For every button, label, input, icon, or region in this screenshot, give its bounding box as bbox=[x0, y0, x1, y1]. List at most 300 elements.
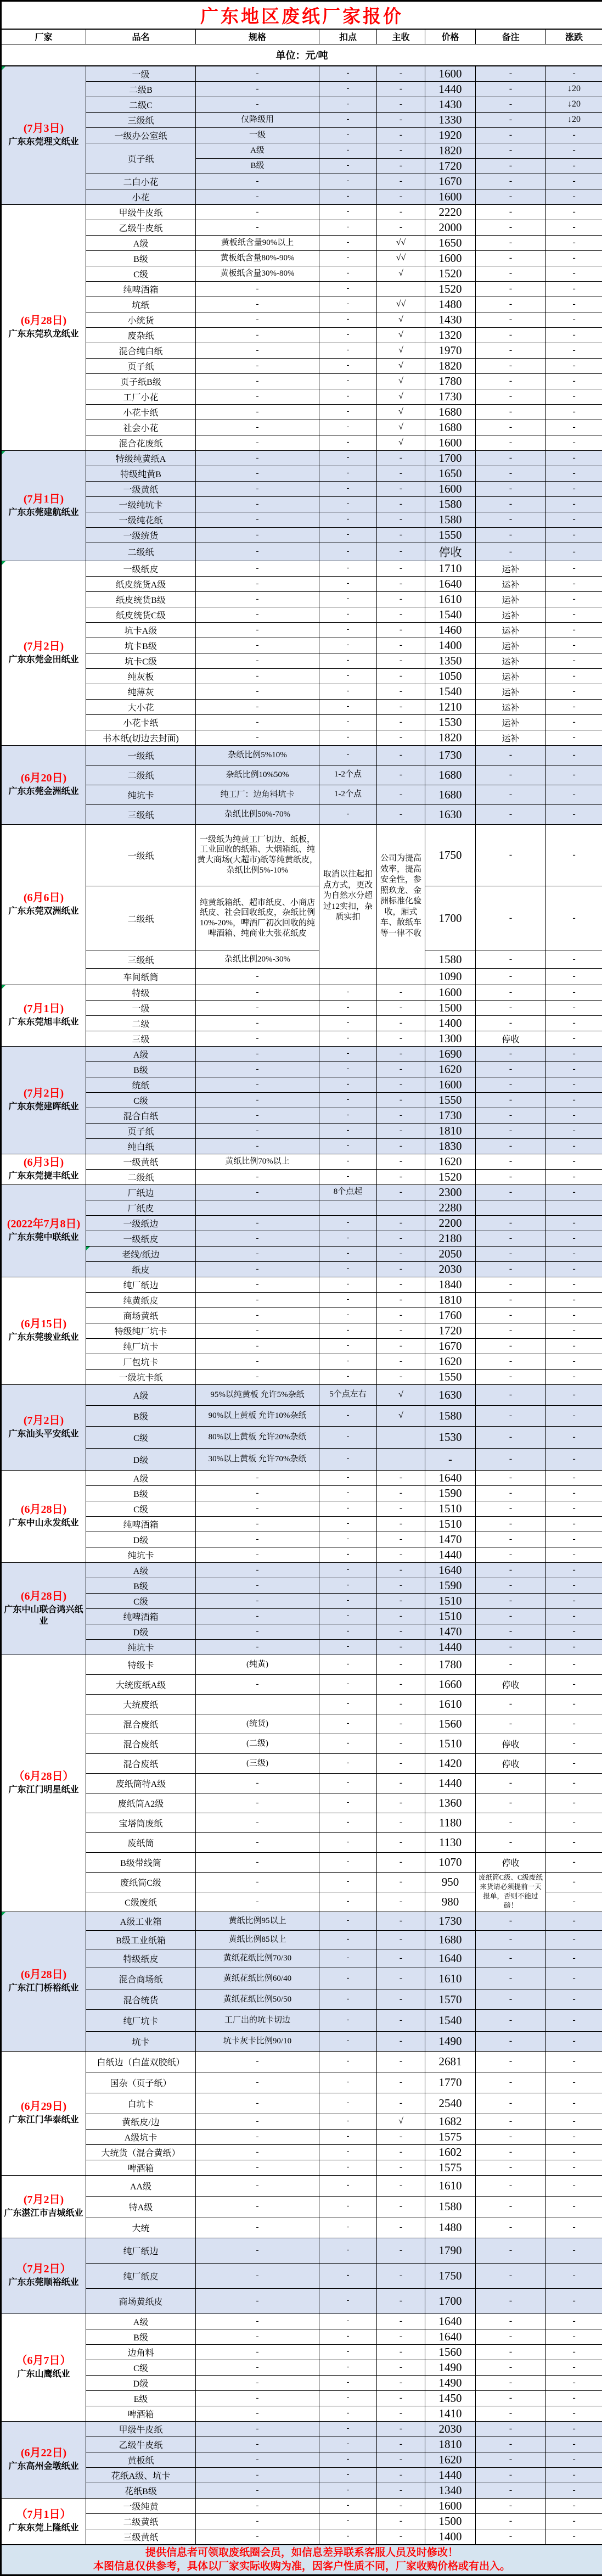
note-cell: 运补 bbox=[476, 561, 546, 576]
main-cell: - bbox=[377, 1547, 425, 1562]
table-row bbox=[1, 1813, 602, 1832]
spec-cell: - bbox=[196, 435, 319, 450]
change-cell bbox=[546, 1200, 602, 1215]
deduct-cell: - bbox=[319, 1369, 377, 1384]
table-row bbox=[1, 450, 602, 466]
note-cell: - bbox=[476, 2031, 546, 2051]
note-cell: - bbox=[476, 343, 546, 358]
deduct-cell: - bbox=[319, 591, 377, 607]
note-cell: - bbox=[476, 1046, 546, 1061]
table-row bbox=[1, 358, 602, 373]
deduct-cell: - bbox=[319, 1292, 377, 1307]
note-cell: - bbox=[476, 266, 546, 281]
deduct-cell: - bbox=[319, 714, 377, 730]
main-cell: - bbox=[377, 1061, 425, 1077]
change-cell: - bbox=[546, 2421, 602, 2437]
deduct-cell: - bbox=[319, 668, 377, 684]
table-row bbox=[1, 2263, 602, 2288]
deduct-cell: - bbox=[319, 1092, 377, 1108]
table-row bbox=[1, 466, 602, 481]
spec-cell: - bbox=[196, 1046, 319, 1061]
spec-cell: - bbox=[196, 730, 319, 745]
price-cell: 1590 bbox=[425, 1485, 476, 1501]
change-cell: - bbox=[546, 543, 602, 561]
factory-name: 广东汕头平安纸业 bbox=[3, 1429, 85, 1440]
factory-name: 广东东莞金田纸业 bbox=[3, 655, 85, 666]
factory-cell bbox=[1, 2314, 86, 2421]
deduct-cell: - bbox=[319, 2114, 377, 2129]
change-cell: - bbox=[546, 668, 602, 684]
spec-cell: - bbox=[196, 1061, 319, 1077]
spec-cell: - bbox=[196, 1793, 319, 1813]
spec-cell: - bbox=[196, 2175, 319, 2196]
deduct-cell: - bbox=[319, 2498, 377, 2513]
product-cell: C级 bbox=[86, 266, 196, 281]
table-row bbox=[1, 2160, 602, 2175]
note-cell: - bbox=[476, 1354, 546, 1369]
change-cell: - bbox=[546, 1734, 602, 1753]
column-header-product: 品名 bbox=[86, 29, 196, 44]
price-cell: 950 bbox=[425, 1872, 476, 1892]
deduct-cell: - bbox=[319, 2437, 377, 2452]
table-row bbox=[1, 481, 602, 496]
main-cell: - bbox=[377, 1578, 425, 1593]
note-cell: - bbox=[476, 1912, 546, 1930]
deduct-cell: - bbox=[319, 1694, 377, 1714]
product-cell: 一级黄纸 bbox=[86, 481, 196, 496]
main-cell: - bbox=[377, 2406, 425, 2421]
price-cell: 2280 bbox=[425, 1200, 476, 1215]
price-cell: 1360 bbox=[425, 1793, 476, 1813]
factory-name: 广东东莞建航纸业 bbox=[3, 507, 85, 519]
spec-cell: - bbox=[196, 985, 319, 1000]
change-cell: - bbox=[546, 1448, 602, 1470]
change-cell: - bbox=[546, 435, 602, 450]
product-cell: 一级纸边 bbox=[86, 1215, 196, 1231]
price-cell: 1640 bbox=[425, 1470, 476, 1485]
main-cell: - bbox=[377, 2238, 425, 2263]
factory-cell bbox=[1, 561, 86, 745]
main-cell: - bbox=[377, 1470, 425, 1485]
note-cell: - bbox=[476, 2009, 546, 2031]
deduct-cell: - bbox=[319, 1562, 377, 1578]
main-cell: √ bbox=[377, 435, 425, 450]
deduct-cell: - bbox=[319, 2288, 377, 2314]
main-cell: - bbox=[377, 684, 425, 699]
change-cell: - bbox=[546, 1516, 602, 1532]
price-cell: 1540 bbox=[425, 684, 476, 699]
change-cell: - bbox=[546, 1714, 602, 1734]
note-cell: - bbox=[476, 1426, 546, 1448]
change-cell: - bbox=[546, 1384, 602, 1405]
spec-cell: - bbox=[196, 1485, 319, 1501]
change-cell: - bbox=[546, 2375, 602, 2390]
table-row bbox=[1, 2483, 602, 2498]
table-row bbox=[1, 312, 602, 327]
table-row bbox=[1, 2175, 602, 2196]
main-cell: - bbox=[377, 2072, 425, 2093]
note-cell: - bbox=[476, 404, 546, 420]
spec-cell: - bbox=[196, 2072, 319, 2093]
main-cell: - bbox=[377, 1734, 425, 1753]
product-cell: 页子纸 bbox=[86, 358, 196, 373]
price-cell: 1180 bbox=[425, 1813, 476, 1832]
main-cell: √ bbox=[377, 389, 425, 404]
deduct-cell: - bbox=[319, 2009, 377, 2031]
price-cell: 1730 bbox=[425, 745, 476, 765]
main-cell: - bbox=[377, 1338, 425, 1354]
main-cell: - bbox=[377, 745, 425, 765]
change-cell: - bbox=[546, 2238, 602, 2263]
change-cell: ↓20 bbox=[546, 112, 602, 127]
deduct-cell: 1-2个点 bbox=[319, 765, 377, 785]
main-cell bbox=[377, 1426, 425, 1448]
spec-cell: - bbox=[196, 2529, 319, 2545]
deduct-cell: - bbox=[319, 1354, 377, 1369]
price-cell: 1600 bbox=[425, 435, 476, 450]
change-cell: - bbox=[546, 143, 602, 158]
price-cell: 1430 bbox=[425, 97, 476, 112]
main-cell: - bbox=[377, 2483, 425, 2498]
deduct-cell: - bbox=[319, 420, 377, 435]
note-cell: - bbox=[476, 1077, 546, 1092]
price-cell: 1610 bbox=[425, 1694, 476, 1714]
main-cell: - bbox=[377, 1753, 425, 1773]
table-row bbox=[1, 804, 602, 824]
change-cell: - bbox=[546, 1123, 602, 1138]
change-cell: - bbox=[546, 2360, 602, 2375]
price-cell: 1600 bbox=[425, 66, 476, 82]
deduct-cell: - bbox=[319, 2196, 377, 2217]
product-cell: 二级纸 bbox=[86, 765, 196, 785]
note-cell: - bbox=[476, 2467, 546, 2483]
deduct-cell: - bbox=[319, 1061, 377, 1077]
note-cell: - bbox=[476, 2483, 546, 2498]
column-header-price: 价格 bbox=[425, 29, 476, 44]
factory-cell bbox=[1, 2238, 86, 2314]
table-row bbox=[1, 653, 602, 668]
factory-name: 广东东莞金洲纸业 bbox=[3, 786, 85, 798]
product-cell: 二级纸 bbox=[86, 886, 196, 951]
price-cell: 1480 bbox=[425, 297, 476, 312]
spec-cell: - bbox=[196, 2498, 319, 2513]
note-cell: 停收 bbox=[476, 1734, 546, 1753]
main-cell: - bbox=[377, 1655, 425, 1674]
note-cell: - bbox=[476, 2452, 546, 2467]
product-cell: AA级 bbox=[86, 2175, 196, 2196]
deduct-cell: - bbox=[319, 1949, 377, 1968]
deduct-cell: - bbox=[319, 343, 377, 358]
table-row bbox=[1, 765, 602, 785]
table-row bbox=[1, 1832, 602, 1852]
note-cell: - bbox=[476, 2217, 546, 2238]
main-cell: - bbox=[377, 204, 425, 220]
main-cell: - bbox=[377, 66, 425, 82]
product-cell: 混合废纸 bbox=[86, 1753, 196, 1773]
main-cell: - bbox=[377, 668, 425, 684]
spec-cell: - bbox=[196, 1354, 319, 1369]
product-cell: 混合白纸 bbox=[86, 1108, 196, 1123]
change-cell: - bbox=[546, 2314, 602, 2329]
product-cell: 页子纸B级 bbox=[86, 373, 196, 389]
change-cell: - bbox=[546, 699, 602, 714]
main-cell: - bbox=[377, 1501, 425, 1516]
product-cell: 三级纸 bbox=[86, 804, 196, 824]
change-cell: - bbox=[546, 1872, 602, 1892]
main-cell: - bbox=[377, 1532, 425, 1547]
price-cell: 1510 bbox=[425, 1516, 476, 1532]
factory-cell bbox=[1, 1562, 86, 1655]
price-cell: 1090 bbox=[425, 968, 476, 985]
note-cell: - bbox=[476, 1323, 546, 1338]
spec-cell: 黄纸花纸比例70/30 bbox=[196, 1949, 319, 1968]
product-cell: 一级纸皮 bbox=[86, 1231, 196, 1246]
change-cell: - bbox=[546, 1246, 602, 1261]
deduct-cell: - bbox=[319, 1108, 377, 1123]
spec-cell: 坑卡灰卡比例90/10 bbox=[196, 2031, 319, 2051]
spec-cell: - bbox=[196, 2129, 319, 2144]
table-row bbox=[1, 684, 602, 699]
deduct-cell: - bbox=[319, 1832, 377, 1852]
note-cell: - bbox=[476, 2513, 546, 2529]
main-cell: - bbox=[377, 1674, 425, 1694]
factory-name: 广东中山永发纸业 bbox=[3, 1518, 85, 1529]
note-cell: - bbox=[476, 1231, 546, 1246]
product-cell: 一级 bbox=[86, 1000, 196, 1015]
main-cell: - bbox=[377, 112, 425, 127]
price-cell: 1440 bbox=[425, 1639, 476, 1655]
deduct-cell: - bbox=[319, 512, 377, 527]
main-cell: √√ bbox=[377, 235, 425, 250]
main-cell: - bbox=[377, 2498, 425, 2513]
factory-name: 广东东莞建晖纸业 bbox=[3, 1102, 85, 1113]
price-cell: 1700 bbox=[425, 450, 476, 466]
table-row bbox=[1, 373, 602, 389]
main-cell: - bbox=[377, 1639, 425, 1655]
table-row bbox=[1, 1793, 602, 1813]
product-cell: 小统货 bbox=[86, 312, 196, 327]
table-row bbox=[1, 2452, 602, 2467]
product-cell: 三级纸 bbox=[86, 112, 196, 127]
product-cell: B级 bbox=[86, 250, 196, 266]
change-cell: - bbox=[546, 1277, 602, 1292]
spec-cell: - bbox=[196, 699, 319, 714]
product-cell: 混合商场纸 bbox=[86, 1968, 196, 1990]
deduct-cell: - bbox=[319, 2314, 377, 2329]
table-row bbox=[1, 2498, 602, 2513]
note-cell: - bbox=[476, 1532, 546, 1547]
spec-cell: - bbox=[196, 404, 319, 420]
product-cell: 大统废纸 bbox=[86, 1694, 196, 1714]
price-cell: 1830 bbox=[425, 1138, 476, 1154]
deduct-cell: - bbox=[319, 2375, 377, 2390]
change-cell: - bbox=[546, 2175, 602, 2196]
price-cell: 1070 bbox=[425, 1852, 476, 1872]
spec-cell: - bbox=[196, 466, 319, 481]
spec-cell: - bbox=[196, 1578, 319, 1593]
report-date: (6月3日) bbox=[3, 1156, 85, 1170]
price-cell: 1700 bbox=[425, 2288, 476, 2314]
main-cell: - bbox=[377, 576, 425, 591]
deduct-cell: - bbox=[319, 1930, 377, 1949]
price-cell: 2300 bbox=[425, 1184, 476, 1200]
main-cell: - bbox=[377, 2513, 425, 2529]
deduct-cell: - bbox=[319, 2072, 377, 2093]
table-row bbox=[1, 2329, 602, 2344]
note-cell: - bbox=[476, 1930, 546, 1949]
spec-cell: - bbox=[196, 189, 319, 204]
spec-cell: - bbox=[196, 653, 319, 668]
spec-cell: - bbox=[196, 1169, 319, 1184]
main-cell: - bbox=[377, 1123, 425, 1138]
spec-cell: - bbox=[196, 2452, 319, 2467]
product-cell: 特A级 bbox=[86, 2196, 196, 2217]
factory-cell bbox=[1, 2421, 86, 2498]
note-cell: - bbox=[476, 2360, 546, 2375]
product-cell: 一级黄纸 bbox=[86, 1154, 196, 1169]
factory-name: 广东东莞顺裕纸业 bbox=[3, 2277, 85, 2289]
deduct-cell: - bbox=[319, 1485, 377, 1501]
deduct-cell: - bbox=[319, 1169, 377, 1184]
note-cell: - bbox=[476, 1501, 546, 1516]
table-row bbox=[1, 1968, 602, 1990]
product-cell: 纯厂纸边 bbox=[86, 2238, 196, 2263]
spec-cell: 30%以上黄板 允许70%杂纸 bbox=[196, 1448, 319, 1470]
factory-cell bbox=[1, 1046, 86, 1154]
price-cell: 1510 bbox=[425, 1501, 476, 1516]
main-cell: - bbox=[377, 1773, 425, 1793]
deduct-cell: - bbox=[319, 1813, 377, 1832]
product-cell: 小花卡纸 bbox=[86, 714, 196, 730]
table-row bbox=[1, 1200, 602, 1215]
change-cell: - bbox=[546, 2529, 602, 2545]
product-cell: 厂包坑卡 bbox=[86, 1354, 196, 1369]
price-cell: 1780 bbox=[425, 373, 476, 389]
table-row bbox=[1, 622, 602, 638]
product-cell: C级废纸 bbox=[86, 1892, 196, 1912]
note-cell: - bbox=[476, 481, 546, 496]
change-cell: - bbox=[546, 2009, 602, 2031]
deduct-cell: - bbox=[319, 297, 377, 312]
price-cell: 2681 bbox=[425, 2051, 476, 2072]
main-cell: - bbox=[377, 2175, 425, 2196]
change-cell: - bbox=[546, 1215, 602, 1231]
price-cell: 1620 bbox=[425, 1061, 476, 1077]
change-cell: - bbox=[546, 951, 602, 968]
table-row bbox=[1, 1277, 602, 1292]
spec-cell: - bbox=[196, 1562, 319, 1578]
change-cell: - bbox=[546, 714, 602, 730]
table-row bbox=[1, 420, 602, 435]
spec-cell: - bbox=[196, 1108, 319, 1123]
price-cell: 1520 bbox=[425, 281, 476, 297]
table-row bbox=[1, 1694, 602, 1714]
price-cell: 1350 bbox=[425, 653, 476, 668]
main-cell: - bbox=[377, 1714, 425, 1734]
spec-cell: - bbox=[196, 1246, 319, 1261]
price-cell: 1770 bbox=[425, 2072, 476, 2093]
factory-name: 广东东莞捷丰纸业 bbox=[3, 1171, 85, 1182]
price-cell: 1640 bbox=[425, 576, 476, 591]
price-cell: 1560 bbox=[425, 1714, 476, 1734]
note-cell: - bbox=[476, 2196, 546, 2217]
note-cell: - bbox=[476, 389, 546, 404]
deduct-cell: - bbox=[319, 81, 377, 97]
product-cell: 厂纸皮 bbox=[86, 1200, 196, 1215]
note-cell: - bbox=[476, 968, 546, 985]
product-cell: 国杂（页子纸） bbox=[86, 2072, 196, 2093]
product-cell: B级 bbox=[86, 1405, 196, 1426]
product-cell: 废杂纸 bbox=[86, 327, 196, 343]
note-cell: - bbox=[476, 2344, 546, 2360]
spec-cell: (统货) bbox=[196, 1714, 319, 1734]
deduct-cell: - bbox=[319, 1674, 377, 1694]
price-cell: 1620 bbox=[425, 1354, 476, 1369]
product-cell: D级 bbox=[86, 1448, 196, 1470]
deduct-cell: - bbox=[319, 481, 377, 496]
product-cell: 纯厂坑卡 bbox=[86, 1338, 196, 1354]
note-cell: - bbox=[476, 1169, 546, 1184]
main-cell: √ bbox=[377, 266, 425, 281]
factory-name: 广东湛江市吉城纸业 bbox=[3, 2208, 85, 2220]
product-cell: 啤酒箱 bbox=[86, 2160, 196, 2175]
product-cell: 宝塔筒废纸 bbox=[86, 1813, 196, 1832]
column-header-main: 主收 bbox=[377, 29, 425, 44]
change-cell: - bbox=[546, 1092, 602, 1108]
table-row bbox=[1, 1485, 602, 1501]
note-cell: - bbox=[476, 174, 546, 189]
change-cell: - bbox=[546, 824, 602, 886]
deduct-cell: - bbox=[319, 327, 377, 343]
table-row bbox=[1, 1773, 602, 1793]
note-cell: - bbox=[476, 1485, 546, 1501]
product-cell: 二级 bbox=[86, 1015, 196, 1031]
main-cell: - bbox=[377, 1930, 425, 1949]
table-row bbox=[1, 968, 602, 985]
change-cell: - bbox=[546, 250, 602, 266]
deduct-cell: - bbox=[319, 1714, 377, 1734]
title-row bbox=[1, 1, 602, 30]
table-row bbox=[1, 1231, 602, 1246]
change-cell: - bbox=[546, 2288, 602, 2314]
spec-cell: - bbox=[196, 1369, 319, 1384]
change-cell: - bbox=[546, 745, 602, 765]
main-cell: - bbox=[377, 174, 425, 189]
table-row bbox=[1, 2360, 602, 2375]
main-cell: - bbox=[377, 2390, 425, 2406]
note-cell: - bbox=[476, 2093, 546, 2114]
deduct-cell: - bbox=[319, 638, 377, 653]
note-cell: - bbox=[476, 1773, 546, 1793]
spec-cell: 纯工厂：边角料坑卡 bbox=[196, 785, 319, 804]
price-cell: 1970 bbox=[425, 343, 476, 358]
table-row bbox=[1, 1108, 602, 1123]
product-cell: 混合花废纸 bbox=[86, 435, 196, 450]
table-row bbox=[1, 1990, 602, 2009]
spec-cell: (二级) bbox=[196, 1734, 319, 1753]
change-cell: - bbox=[546, 2129, 602, 2144]
spec-cell: - bbox=[196, 1000, 319, 1015]
product-cell: 二白小花 bbox=[86, 174, 196, 189]
report-date: (7月2日) bbox=[3, 1087, 85, 1100]
table-row bbox=[1, 2093, 602, 2114]
table-row bbox=[1, 527, 602, 543]
table-row bbox=[1, 1000, 602, 1015]
main-cell: - bbox=[377, 1154, 425, 1169]
report-date: (6月28日) bbox=[3, 1503, 85, 1517]
deduct-cell: - bbox=[319, 2175, 377, 2196]
table-row bbox=[1, 127, 602, 143]
